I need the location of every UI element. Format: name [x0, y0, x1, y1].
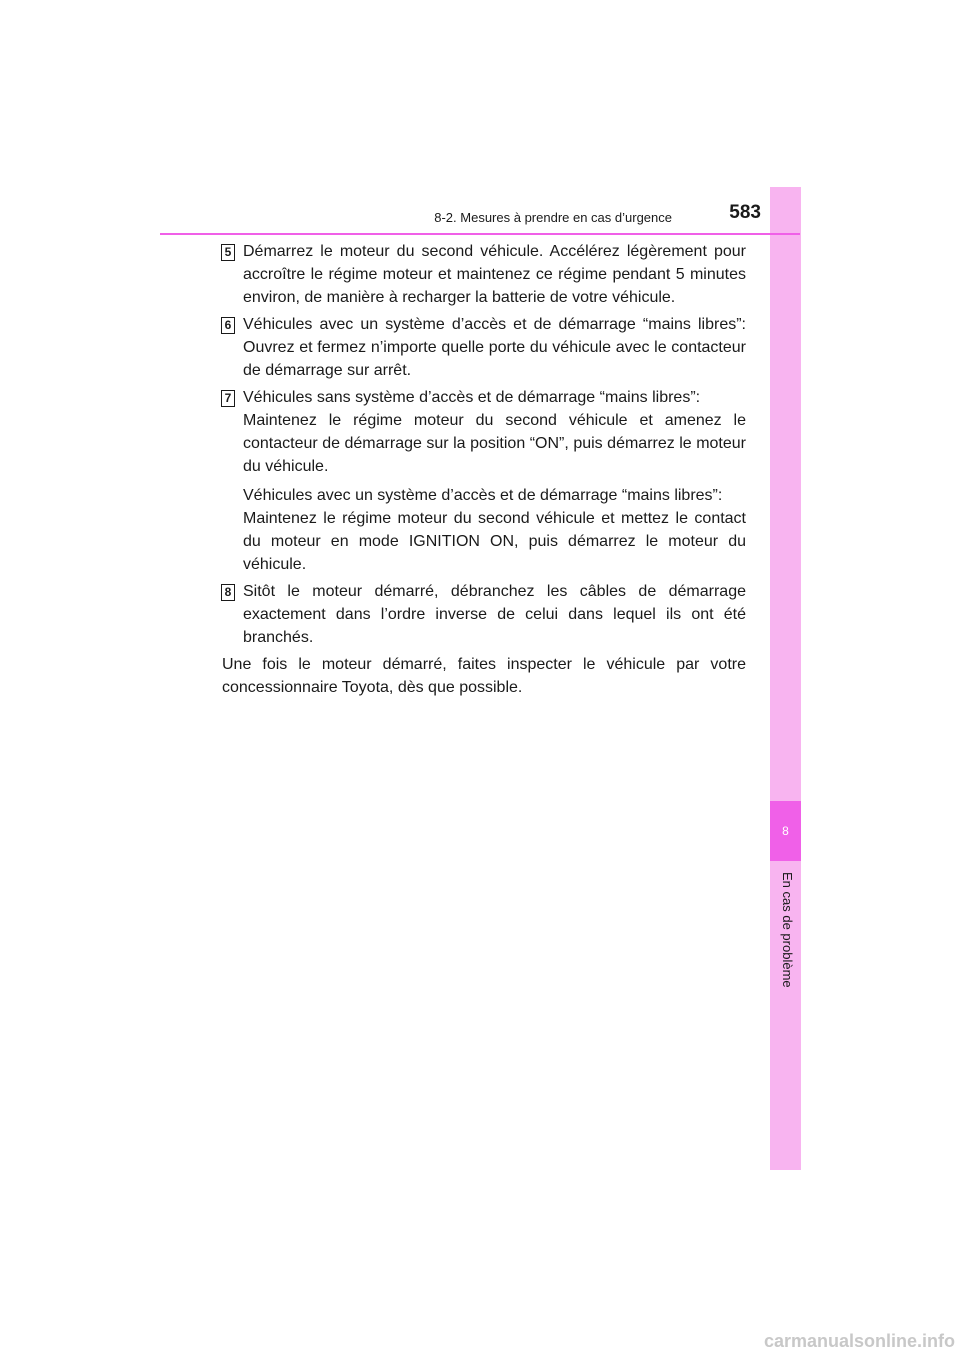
chapter-title: En cas de problème	[780, 872, 795, 988]
page-number: 583	[729, 202, 761, 223]
page-content	[222, 240, 746, 715]
step-number-badge: 5	[221, 244, 235, 261]
step-text: Maintenez le régime moteur du second véhicule et amenez le contacteur de démarrage sur la position “ON”, puis démarrez le moteur du véhicule.	[243, 412, 746, 475]
step-6	[222, 313, 746, 382]
chapter-tab	[770, 801, 801, 861]
step-number-badge: 8	[221, 584, 235, 601]
side-tab-band	[770, 187, 801, 1170]
step-5	[222, 240, 746, 309]
section-title: 8-2. Mesures à prendre en cas d’urgence	[434, 210, 672, 225]
step-number-badge: 7	[221, 390, 235, 407]
closing-note: Une fois le moteur démarré, faites inspecter le véhicule par votre concessionnaire Toyota, dès que possible.	[222, 656, 746, 696]
chapter-number: 8	[782, 824, 789, 838]
step-number-badge: 6	[221, 317, 235, 334]
step-text: Sitôt le moteur démarré, débranchez les câbles de démarrage exactement dans l’ordre inverse de celui dans lequel ils ont été branchés.	[243, 583, 746, 646]
step-text: Véhicules avec un système d’accès et de démarrage “mains libres”: Ouvrez et fermez n’importe quelle porte du véhicule avec le contacteur de démarrage sur arrêt.	[243, 316, 746, 379]
step-8	[222, 580, 746, 649]
step-text: Maintenez le régime moteur du second véhicule et mettez le contact du moteur en mode IGNITION ON, puis démarrez le moteur du véhicule.	[243, 510, 746, 573]
step-condition: Véhicules avec un système d’accès et de démarrage “mains libres”:	[243, 487, 723, 504]
header-rule	[160, 233, 800, 235]
step-text: Démarrez le moteur du second véhicule. Accélérez légèrement pour accroître le régime moteur et maintenez ce régime pendant 5 minutes environ, de manière à recharger la batterie de votre véhicule.	[243, 243, 746, 306]
step-condition: Véhicules sans système d’accès et de démarrage “mains libres”:	[243, 389, 701, 406]
watermark: carmanualsonline.info	[763, 1331, 955, 1351]
step-7	[222, 386, 746, 576]
